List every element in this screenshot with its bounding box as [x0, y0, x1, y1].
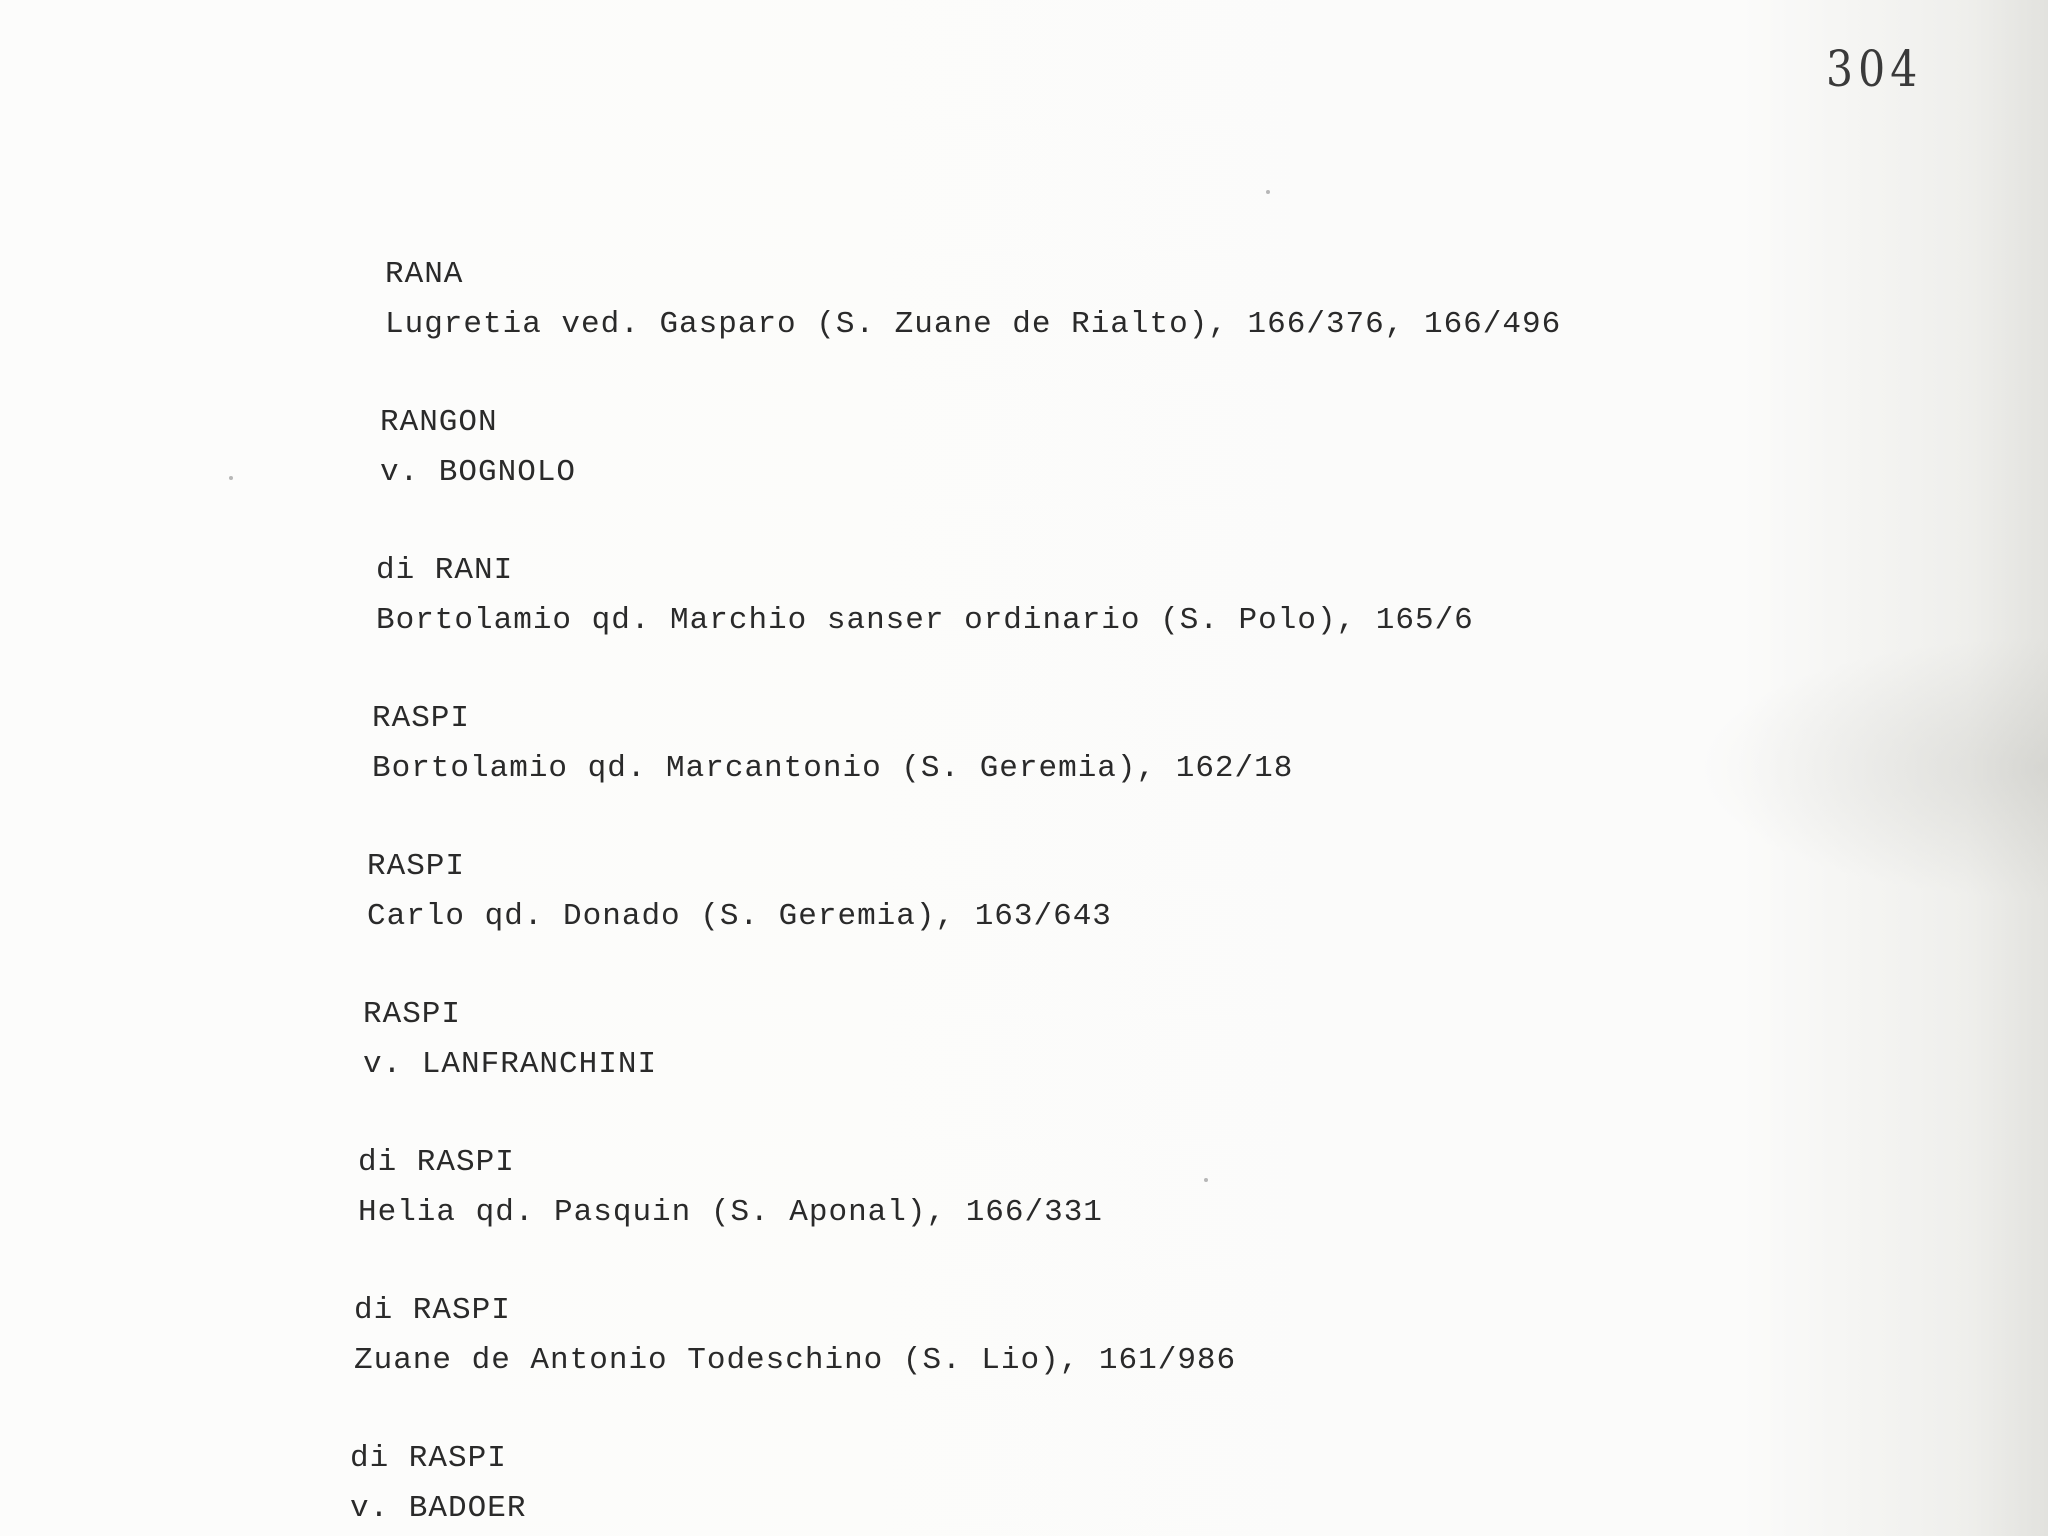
entry-heading: di RANI [376, 553, 514, 588]
entry-heading: di RASPI [350, 1441, 507, 1476]
index-entry [385, 250, 1561, 350]
index-entry [363, 990, 657, 1090]
entry-detail: v. BOGNOLO [380, 455, 577, 490]
index-entry [376, 546, 1474, 646]
entry-detail: v. LANFRANCHINI [363, 1047, 658, 1082]
entry-heading: RASPI [372, 701, 471, 736]
entry-detail: v. BADOER [350, 1491, 527, 1526]
index-entry [372, 694, 1293, 794]
entry-heading: RASPI [363, 997, 462, 1032]
index-entry [354, 1286, 1236, 1386]
index-entry [350, 1434, 526, 1534]
entry-heading: RASPI [367, 849, 466, 884]
entry-heading: RANGON [380, 405, 498, 440]
index-entry [367, 842, 1112, 942]
scan-speck [229, 476, 233, 480]
scan-speck [1266, 190, 1270, 194]
scan-speck [1204, 1178, 1208, 1182]
entry-detail: Helia qd. Pasquin (S. Aponal), 166/331 [358, 1195, 1103, 1230]
entry-detail: Carlo qd. Donado (S. Geremia), 163/643 [367, 899, 1112, 934]
entry-heading: di RASPI [358, 1145, 515, 1180]
entry-detail: Lugretia ved. Gasparo (S. Zuane de Rialto), 166/376, 166/496 [385, 307, 1562, 342]
entry-detail: Bortolamio qd. Marcantonio (S. Geremia), 162/18 [372, 751, 1294, 786]
entry-detail: Bortolamio qd. Marchio sanser ordinario (S. Polo), 165/6 [376, 603, 1474, 638]
entry-heading: RANA [385, 257, 464, 292]
page-number: 304 [1826, 40, 1923, 98]
entry-heading: di RASPI [354, 1293, 511, 1328]
index-entry [358, 1138, 1103, 1238]
index-entry [380, 398, 576, 498]
entry-detail: Zuane de Antonio Todeschino (S. Lio), 161/986 [354, 1343, 1237, 1378]
